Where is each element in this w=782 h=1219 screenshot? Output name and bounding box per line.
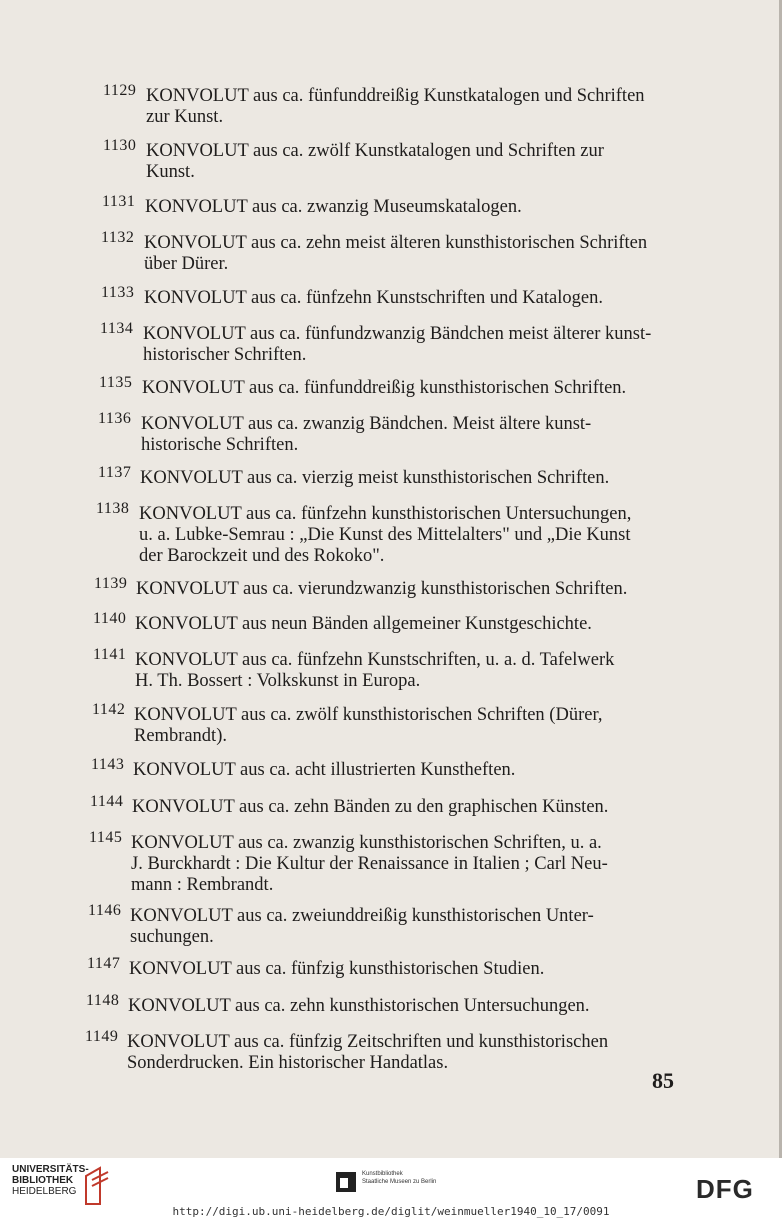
entry-text <box>139 504 631 567</box>
entry-text <box>136 579 627 600</box>
entry-line-2: suchungen. <box>130 927 214 947</box>
entry-number: 1140 <box>93 610 127 627</box>
entry-line-1: KONVOLUT aus ca. fünfzig Zeitschriften und kunsthistorischen <box>127 1032 609 1052</box>
entry-line-1: KONVOLUT aus ca. fünfundzwanzig Bändchen meist älterer kunst- <box>143 324 652 344</box>
entry-text <box>134 705 603 747</box>
entry-text <box>146 86 645 128</box>
entry-line-1: KONVOLUT aus ca. fünfzehn Kunstschriften, u. a. d. Tafelwerk <box>135 650 615 670</box>
ub-line2: BIBLIOTHEK <box>12 1175 74 1186</box>
entry-text <box>135 614 592 635</box>
entry-number: 1149 <box>85 1028 119 1045</box>
entry-line-1: KONVOLUT aus ca. fünfunddreißig Kunstkatalogen und Schriften <box>146 86 645 106</box>
entry-number: 1142 <box>92 701 126 718</box>
entry-number: 1131 <box>102 193 136 210</box>
entry-line-1: KONVOLUT aus neun Bänden allgemeiner Kunstgeschichte. <box>135 614 592 634</box>
kb-line2: Staatliche Museen zu Berlin <box>362 1179 437 1185</box>
entry-line-3: mann : Rembrandt. <box>131 875 274 895</box>
entry-number: 1130 <box>103 137 137 154</box>
entry-number: 1148 <box>86 992 120 1009</box>
entry-text <box>146 141 604 183</box>
entry-line-2: historische Schriften. <box>141 435 299 455</box>
entry-line-1: KONVOLUT aus ca. zwanzig Museumskatalogen. <box>145 197 522 217</box>
entry-number: 1141 <box>93 646 127 663</box>
entry-line-1: KONVOLUT aus ca. zwanzig kunsthistorischen Schriften, u. a. <box>131 833 602 853</box>
entry-text <box>127 1032 608 1074</box>
entry-line-2: H. Th. Bossert : Volkskunst in Europa. <box>135 671 421 691</box>
entry-text <box>144 288 603 309</box>
kb-line1: Kunstbibliothek <box>362 1171 403 1177</box>
ub-line3: HEIDELBERG <box>12 1186 77 1197</box>
entry-line-1: KONVOLUT aus ca. acht illustrierten Kunstheften. <box>133 760 516 780</box>
entry-text <box>144 233 647 275</box>
entry-number: 1129 <box>103 82 137 99</box>
ub-heidelberg-logo-text[interactable] <box>12 1164 89 1197</box>
entry-number: 1143 <box>91 756 125 773</box>
entry-line-2: Sonderdrucken. Ein historischer Handatlas. <box>127 1053 449 1073</box>
entry-line-1: KONVOLUT aus ca. zwanzig Bändchen. Meist ältere kunst- <box>141 414 592 434</box>
kunstbibliothek-logo-icon[interactable] <box>334 1170 358 1194</box>
entry-number: 1145 <box>89 829 123 846</box>
entry-text <box>142 378 626 399</box>
entry-line-1: KONVOLUT aus ca. zehn kunsthistorischen Untersuchungen. <box>128 996 590 1016</box>
entry-text <box>141 414 591 456</box>
entry-text <box>133 760 515 781</box>
entry-line-2: u. a. Lubke-Semrau : „Die Kunst des Mittelalters" und „Die Kunst <box>139 525 631 545</box>
entry-line-2: Kunst. <box>146 162 195 182</box>
entry-line-2: J. Burckhardt : Die Kultur der Renaissance in Italien ; Carl Neu- <box>131 854 608 874</box>
entry-number: 1134 <box>100 320 134 337</box>
entry-number: 1146 <box>88 902 122 919</box>
entry-number: 1133 <box>101 284 135 301</box>
entry-text <box>129 959 544 980</box>
entry-line-2: historischer Schriften. <box>143 345 307 365</box>
entry-text <box>132 797 608 818</box>
entry-number: 1138 <box>96 500 130 517</box>
entry-text <box>145 197 522 218</box>
entry-line-1: KONVOLUT aus ca. fünfunddreißig kunsthistorischen Schriften. <box>142 378 627 398</box>
entry-line-2: Rembrandt). <box>134 726 227 746</box>
kunstbibliothek-logo-text[interactable] <box>362 1170 436 1186</box>
entry-line-1: KONVOLUT aus ca. vierzig meist kunsthistorischen Schriften. <box>140 468 610 488</box>
entry-number: 1132 <box>101 229 135 246</box>
entry-number: 1136 <box>98 410 132 427</box>
entry-number: 1144 <box>90 793 124 810</box>
entry-line-2: über Dürer. <box>144 254 229 274</box>
entry-text <box>130 906 594 948</box>
entry-line-1: KONVOLUT aus ca. fünfzehn kunsthistorischen Untersuchungen, <box>139 504 632 524</box>
entry-line-1: KONVOLUT aus ca. fünfzehn Kunstschriften und Katalogen. <box>144 288 603 308</box>
entry-number: 1137 <box>98 464 132 481</box>
entry-number: 1139 <box>94 575 128 592</box>
entry-line-1: KONVOLUT aus ca. fünfzig kunsthistorischen Studien. <box>129 959 545 979</box>
entry-line-2: zur Kunst. <box>146 107 224 127</box>
entry-line-1: KONVOLUT aus ca. vierundzwanzig kunsthistorischen Schriften. <box>136 579 628 599</box>
entry-number: 1147 <box>87 955 121 972</box>
entry-line-3: der Barockzeit und des Rokoko". <box>139 546 385 566</box>
ub-heidelberg-logo-icon[interactable] <box>82 1166 112 1206</box>
entry-text <box>131 833 608 896</box>
page-number: 85 <box>652 1068 674 1093</box>
entry-text <box>135 650 614 692</box>
entry-text <box>140 468 609 489</box>
entry-text <box>128 996 590 1017</box>
entry-line-1: KONVOLUT aus ca. zwölf kunsthistorischen Schriften (Dürer, <box>134 705 603 725</box>
entry-line-1: KONVOLUT aus ca. zweiunddreißig kunsthistorischen Unter- <box>130 906 594 926</box>
ub-line1: UNIVERSITÄTS- <box>12 1164 89 1175</box>
permalink-url[interactable]: http://digi.ub.uni-heidelberg.de/diglit/weinmueller1940_10_17/0091 <box>172 1205 610 1218</box>
entry-text <box>143 324 651 366</box>
entry-line-1: KONVOLUT aus ca. zehn meist älteren kunsthistorischen Schriften <box>144 233 648 253</box>
entry-line-1: KONVOLUT aus ca. zehn Bänden zu den graphischen Künsten. <box>132 797 609 817</box>
dfg-logo[interactable]: DFG <box>696 1174 754 1204</box>
entry-number: 1135 <box>99 374 133 391</box>
entry-line-1: KONVOLUT aus ca. zwölf Kunstkatalogen und Schriften zur <box>146 141 604 161</box>
